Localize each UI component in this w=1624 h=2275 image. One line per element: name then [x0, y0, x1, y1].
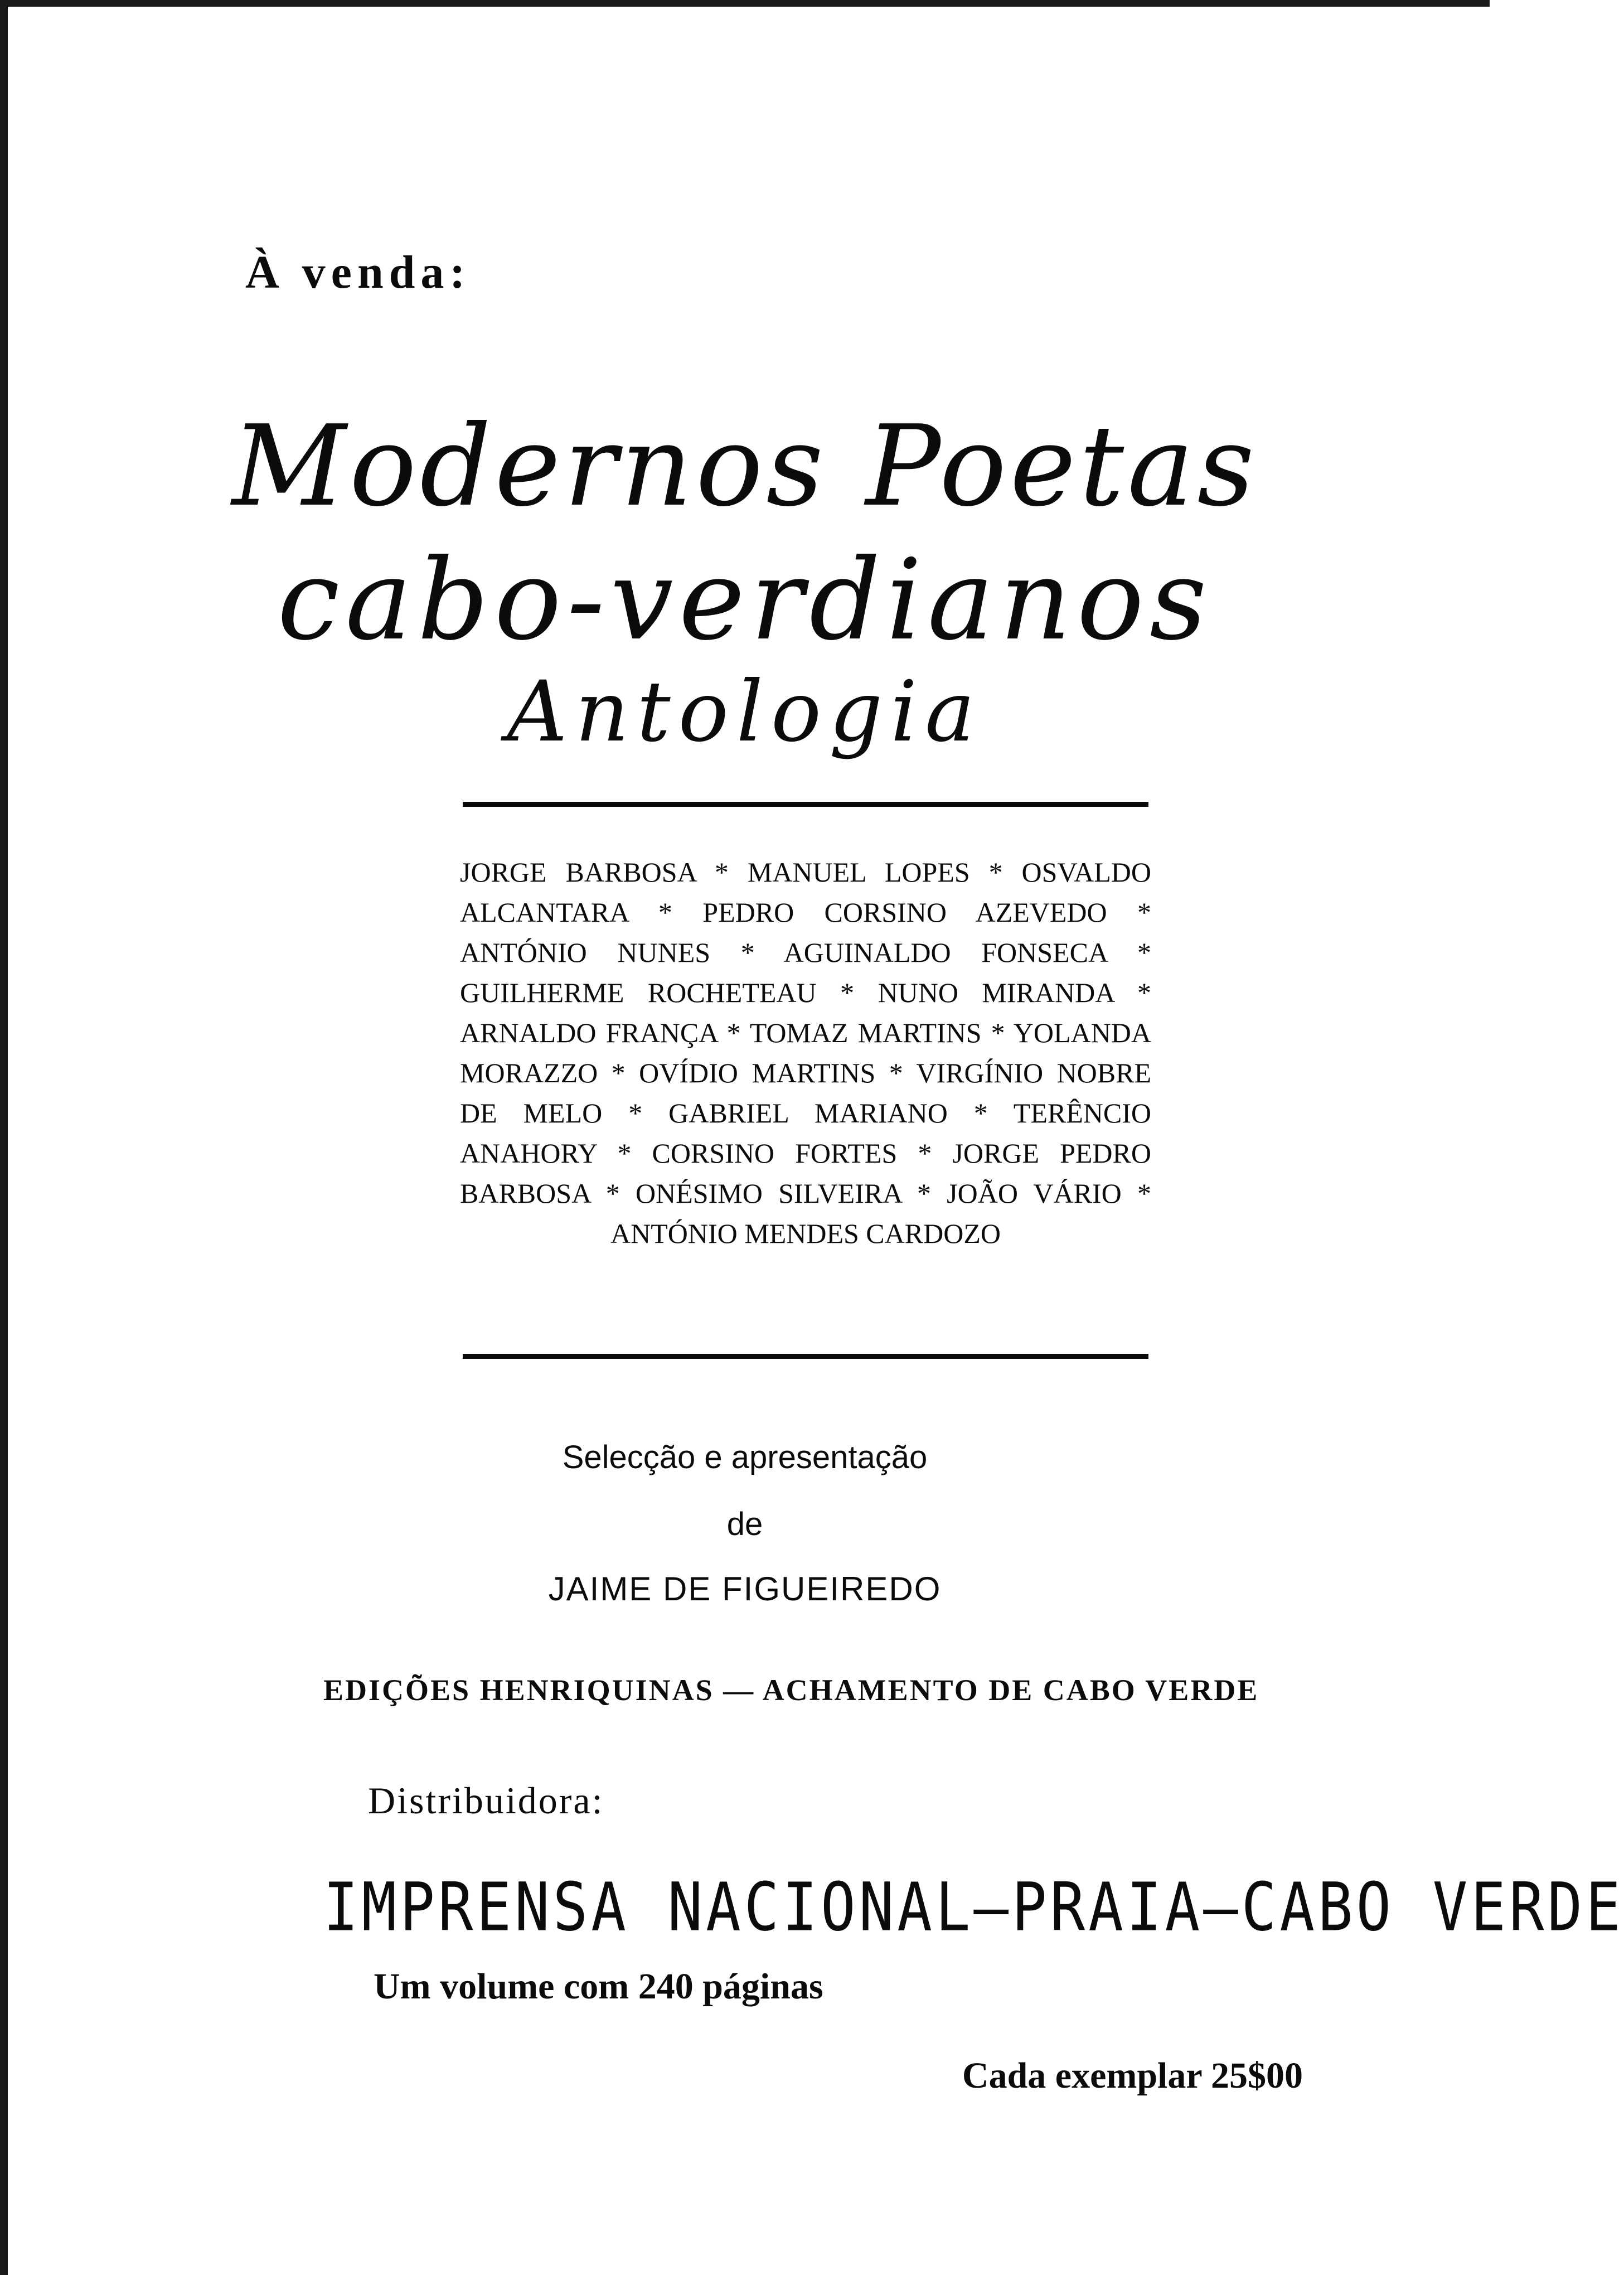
- divider-top: [463, 802, 1148, 807]
- distributor-name: IMPRENSA NACIONAL—PRAIA—CABO VERDE: [323, 1868, 1624, 1947]
- book-title-line-2: cabo-verdianos: [277, 535, 1213, 665]
- for-sale-heading: À venda:: [245, 246, 471, 298]
- selection-line: Selecção e apresentação: [562, 1439, 928, 1475]
- volume-info: Um volume com 240 páginas: [374, 1966, 823, 2007]
- book-subtitle: Antologia: [507, 664, 983, 761]
- selection-by: de: [726, 1506, 763, 1542]
- page-border-left: [0, 0, 8, 2275]
- publisher-line: EDIÇÕES HENRIQUINAS — ACHAMENTO DE CABO VERDE: [323, 1673, 1259, 1707]
- price-info: Cada exemplar 25$00: [962, 2055, 1303, 2096]
- page-border-top: [0, 0, 1490, 7]
- book-title-line-1: Modernos Poetas: [231, 401, 1258, 531]
- editor-name: JAIME DE FIGUEIREDO: [548, 1570, 942, 1608]
- author-list: JORGE BARBOSA * MANUEL LOPES * OSVALDO ALCANTARA * PEDRO CORSINO AZEVEDO * ANTÓNIO NUNES * AGUINALDO FONSECA * GUILHERME ROCHETEAU * NUNO MIRANDA * ARNALDO FRANÇA * TOMAZ MARTINS * YOLANDA MORAZZO * OVÍDIO MARTINS * VIRGÍNIO NOBRE DE MELO * GABRIEL MARIANO * TERÊNCIO ANAHORY * CORSINO FORTES * JORGE PEDRO BARBOSA * ONÉSIMO SILVEIRA * JOÃO VÁRIO * ANTÓNIO MENDES CARDOZO: [460, 856, 1151, 1249]
- divider-bottom: [463, 1354, 1148, 1359]
- distributor-label: Distribuidora:: [368, 1779, 604, 1822]
